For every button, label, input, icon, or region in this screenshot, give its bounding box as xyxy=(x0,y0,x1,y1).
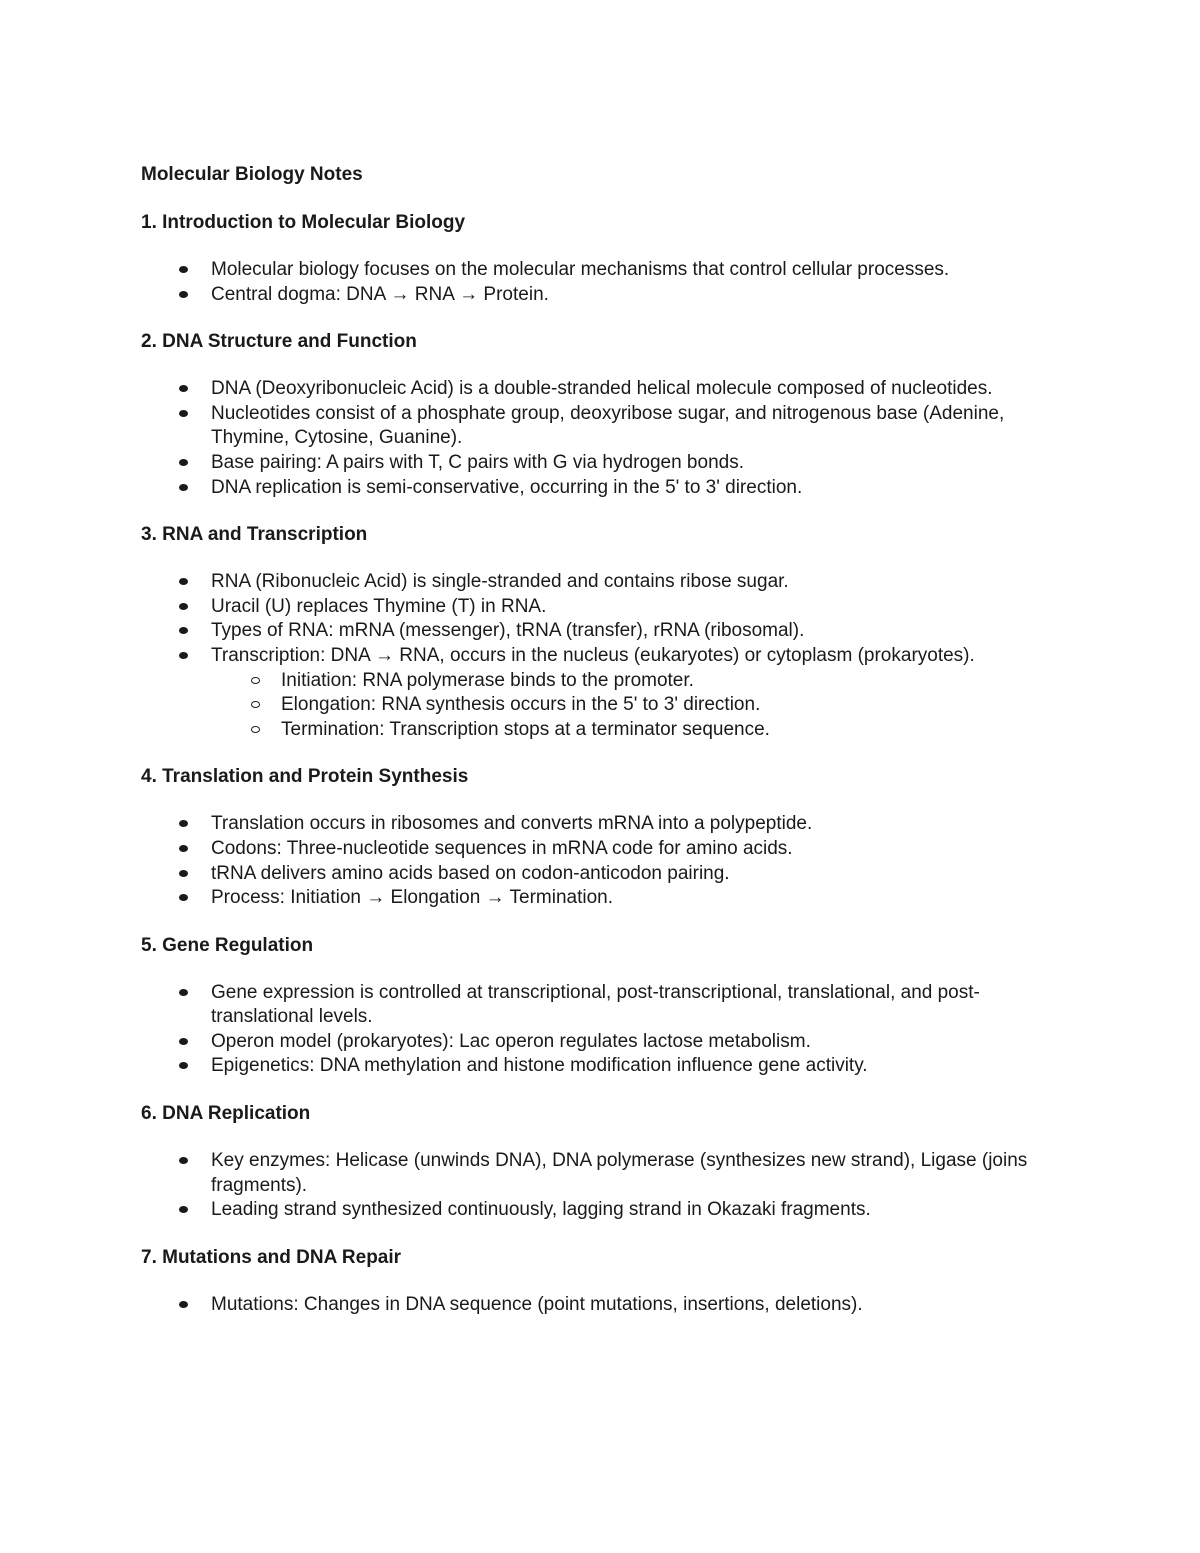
section-heading: 4. Translation and Protein Synthesis xyxy=(141,766,469,788)
sub-bullet-list xyxy=(211,669,1061,743)
bullet-list xyxy=(141,1293,1061,1318)
list-item: Central dogma: DNA → RNA → Protein. xyxy=(141,283,1061,308)
bullet-list xyxy=(141,812,1061,910)
section-rna-transcription xyxy=(141,522,1061,742)
list-item: tRNA delivers amino acids based on codon-anticodon pairing. xyxy=(141,862,1061,887)
bullet-list xyxy=(141,1149,1061,1223)
section-introduction xyxy=(141,210,1061,307)
section-heading: 5. Gene Regulation xyxy=(141,934,314,956)
list-item: Base pairing: A pairs with T, C pairs with G via hydrogen bonds. xyxy=(141,451,1061,476)
section-heading: 7. Mutations and DNA Repair xyxy=(141,1246,402,1268)
bullet-list xyxy=(141,377,1061,500)
section-heading: 2. DNA Structure and Function xyxy=(141,331,417,353)
sub-list-item: Termination: Transcription stops at a terminator sequence. xyxy=(211,718,1061,743)
list-item: Gene expression is controlled at transcriptional, post-transcriptional, translational, and post-translational levels. xyxy=(141,981,1061,1030)
list-item: Uracil (U) replaces Thymine (T) in RNA. xyxy=(141,595,1061,620)
list-item: RNA (Ribonucleic Acid) is single-stranded and contains ribose sugar. xyxy=(141,570,1061,595)
bullet-list xyxy=(141,570,1061,742)
section-dna-structure xyxy=(141,329,1061,500)
list-item: DNA replication is semi-conservative, occurring in the 5' to 3' direction. xyxy=(141,476,1061,501)
document-page xyxy=(141,162,1061,1339)
list-item: Epigenetics: DNA methylation and histone modification influence gene activity. xyxy=(141,1054,1061,1079)
bullet-list xyxy=(141,258,1061,307)
section-dna-replication xyxy=(141,1101,1061,1223)
list-item-with-sublist xyxy=(141,644,1061,742)
list-item-text: Transcription: DNA → RNA, occurs in the nucleus (eukaryotes) or cytoplasm (prokaryotes). xyxy=(211,644,975,666)
section-translation xyxy=(141,764,1061,910)
sub-list-item: Initiation: RNA polymerase binds to the promoter. xyxy=(211,669,1061,694)
list-item: Leading strand synthesized continuously, lagging strand in Okazaki fragments. xyxy=(141,1198,1061,1223)
section-mutations xyxy=(141,1245,1061,1318)
list-item: Mutations: Changes in DNA sequence (point mutations, insertions, deletions). xyxy=(141,1293,1061,1318)
list-item: Nucleotides consist of a phosphate group, deoxyribose sugar, and nitrogenous base (Adenine, Thymine, Cytosine, Guanine). xyxy=(141,402,1061,451)
list-item: DNA (Deoxyribonucleic Acid) is a double-stranded helical molecule composed of nucleotides. xyxy=(141,377,1061,402)
list-item: Operon model (prokaryotes): Lac operon regulates lactose metabolism. xyxy=(141,1030,1061,1055)
section-heading: 6. DNA Replication xyxy=(141,1103,311,1125)
list-item: Key enzymes: Helicase (unwinds DNA), DNA polymerase (synthesizes new strand), Ligase (joins fragments). xyxy=(141,1149,1061,1198)
list-item: Molecular biology focuses on the molecular mechanisms that control cellular processes. xyxy=(141,258,1061,283)
sub-list-item: Elongation: RNA synthesis occurs in the 5' to 3' direction. xyxy=(211,693,1061,718)
list-item: Process: Initiation → Elongation → Termination. xyxy=(141,886,1061,911)
section-gene-regulation xyxy=(141,933,1061,1079)
list-item: Types of RNA: mRNA (messenger), tRNA (transfer), rRNA (ribosomal). xyxy=(141,619,1061,644)
list-item: Codons: Three-nucleotide sequences in mRNA code for amino acids. xyxy=(141,837,1061,862)
section-heading: 1. Introduction to Molecular Biology xyxy=(141,212,466,233)
bullet-list xyxy=(141,981,1061,1079)
list-item: Translation occurs in ribosomes and converts mRNA into a polypeptide. xyxy=(141,812,1061,837)
document-title: Molecular Biology Notes xyxy=(141,164,363,185)
section-heading: 3. RNA and Transcription xyxy=(141,524,368,546)
